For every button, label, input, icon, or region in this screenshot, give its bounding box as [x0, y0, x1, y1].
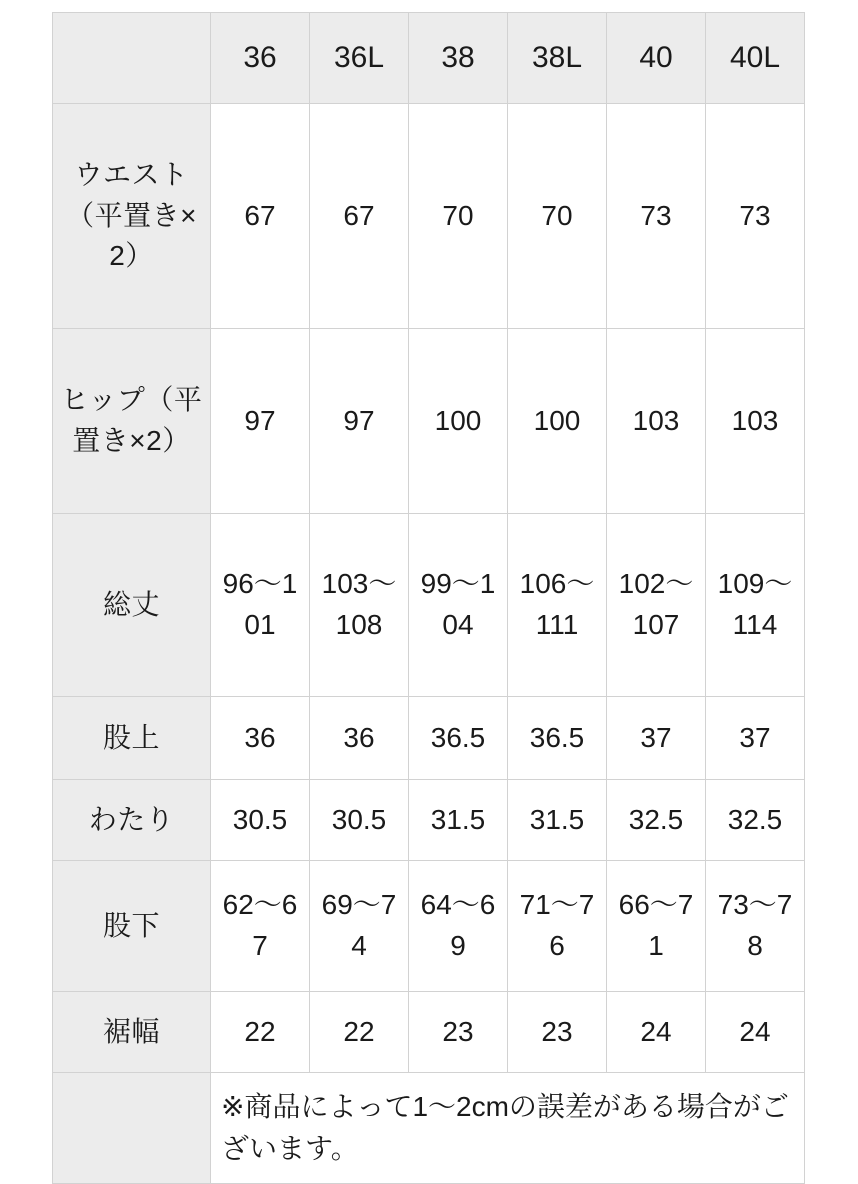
size-header-40L: 40L [706, 13, 805, 104]
measurement-note: ※商品によって1〜2cmの誤差がある場合がございます。 [211, 1073, 805, 1184]
size-header-36L: 36L [310, 13, 409, 104]
table-row [53, 104, 805, 329]
table-row [53, 861, 805, 992]
cell-waist-36: 67 [211, 104, 310, 329]
cell-hem-width-38: 23 [409, 992, 508, 1073]
size-header-36: 36 [211, 13, 310, 104]
cell-hem-width-36L: 22 [310, 992, 409, 1073]
table-row [53, 780, 805, 861]
table-row [53, 329, 805, 514]
cell-hip-40L: 103 [706, 329, 805, 514]
cell-total-length-36L: 103〜108 [310, 514, 409, 697]
cell-thigh-36: 30.5 [211, 780, 310, 861]
cell-hip-38: 100 [409, 329, 508, 514]
cell-rise-40L: 37 [706, 697, 805, 780]
cell-inseam-36: 62〜67 [211, 861, 310, 992]
header-row [53, 13, 805, 104]
cell-rise-38: 36.5 [409, 697, 508, 780]
cell-rise-40: 37 [607, 697, 706, 780]
row-label-inseam: 股下 [53, 861, 211, 992]
row-label-waist: ウエスト（平置き×2） [53, 104, 211, 329]
table-row [53, 1073, 805, 1184]
row-label-thigh: わたり [53, 780, 211, 861]
cell-inseam-38: 64〜69 [409, 861, 508, 992]
cell-thigh-38: 31.5 [409, 780, 508, 861]
table-body [53, 104, 805, 1184]
cell-hip-38L: 100 [508, 329, 607, 514]
cell-waist-40L: 73 [706, 104, 805, 329]
size-header-40: 40 [607, 13, 706, 104]
note-row-empty-label [53, 1073, 211, 1184]
cell-total-length-40L: 109〜114 [706, 514, 805, 697]
cell-inseam-36L: 69〜74 [310, 861, 409, 992]
cell-waist-38: 70 [409, 104, 508, 329]
row-label-total-length: 総丈 [53, 514, 211, 697]
cell-inseam-38L: 71〜76 [508, 861, 607, 992]
cell-rise-36L: 36 [310, 697, 409, 780]
cell-thigh-38L: 31.5 [508, 780, 607, 861]
table-corner-cell [53, 13, 211, 104]
cell-hip-36L: 97 [310, 329, 409, 514]
cell-waist-38L: 70 [508, 104, 607, 329]
cell-inseam-40L: 73〜78 [706, 861, 805, 992]
cell-hem-width-40: 24 [607, 992, 706, 1073]
cell-hem-width-36: 22 [211, 992, 310, 1073]
cell-waist-40: 73 [607, 104, 706, 329]
cell-hip-36: 97 [211, 329, 310, 514]
size-header-38L: 38L [508, 13, 607, 104]
cell-total-length-38: 99〜104 [409, 514, 508, 697]
table-row [53, 992, 805, 1073]
table-header [53, 13, 805, 104]
cell-waist-36L: 67 [310, 104, 409, 329]
row-label-hem-width: 裾幅 [53, 992, 211, 1073]
cell-hem-width-40L: 24 [706, 992, 805, 1073]
row-label-rise: 股上 [53, 697, 211, 780]
cell-hem-width-38L: 23 [508, 992, 607, 1073]
cell-thigh-36L: 30.5 [310, 780, 409, 861]
cell-rise-36: 36 [211, 697, 310, 780]
cell-inseam-40: 66〜71 [607, 861, 706, 992]
table-row [53, 697, 805, 780]
cell-rise-38L: 36.5 [508, 697, 607, 780]
cell-total-length-38L: 106〜111 [508, 514, 607, 697]
cell-thigh-40L: 32.5 [706, 780, 805, 861]
cell-hip-40: 103 [607, 329, 706, 514]
size-header-38: 38 [409, 13, 508, 104]
cell-thigh-40: 32.5 [607, 780, 706, 861]
cell-total-length-40: 102〜107 [607, 514, 706, 697]
table-row [53, 514, 805, 697]
size-chart-table [52, 12, 805, 1184]
row-label-hip: ヒップ（平置き×2） [53, 329, 211, 514]
cell-total-length-36: 96〜101 [211, 514, 310, 697]
